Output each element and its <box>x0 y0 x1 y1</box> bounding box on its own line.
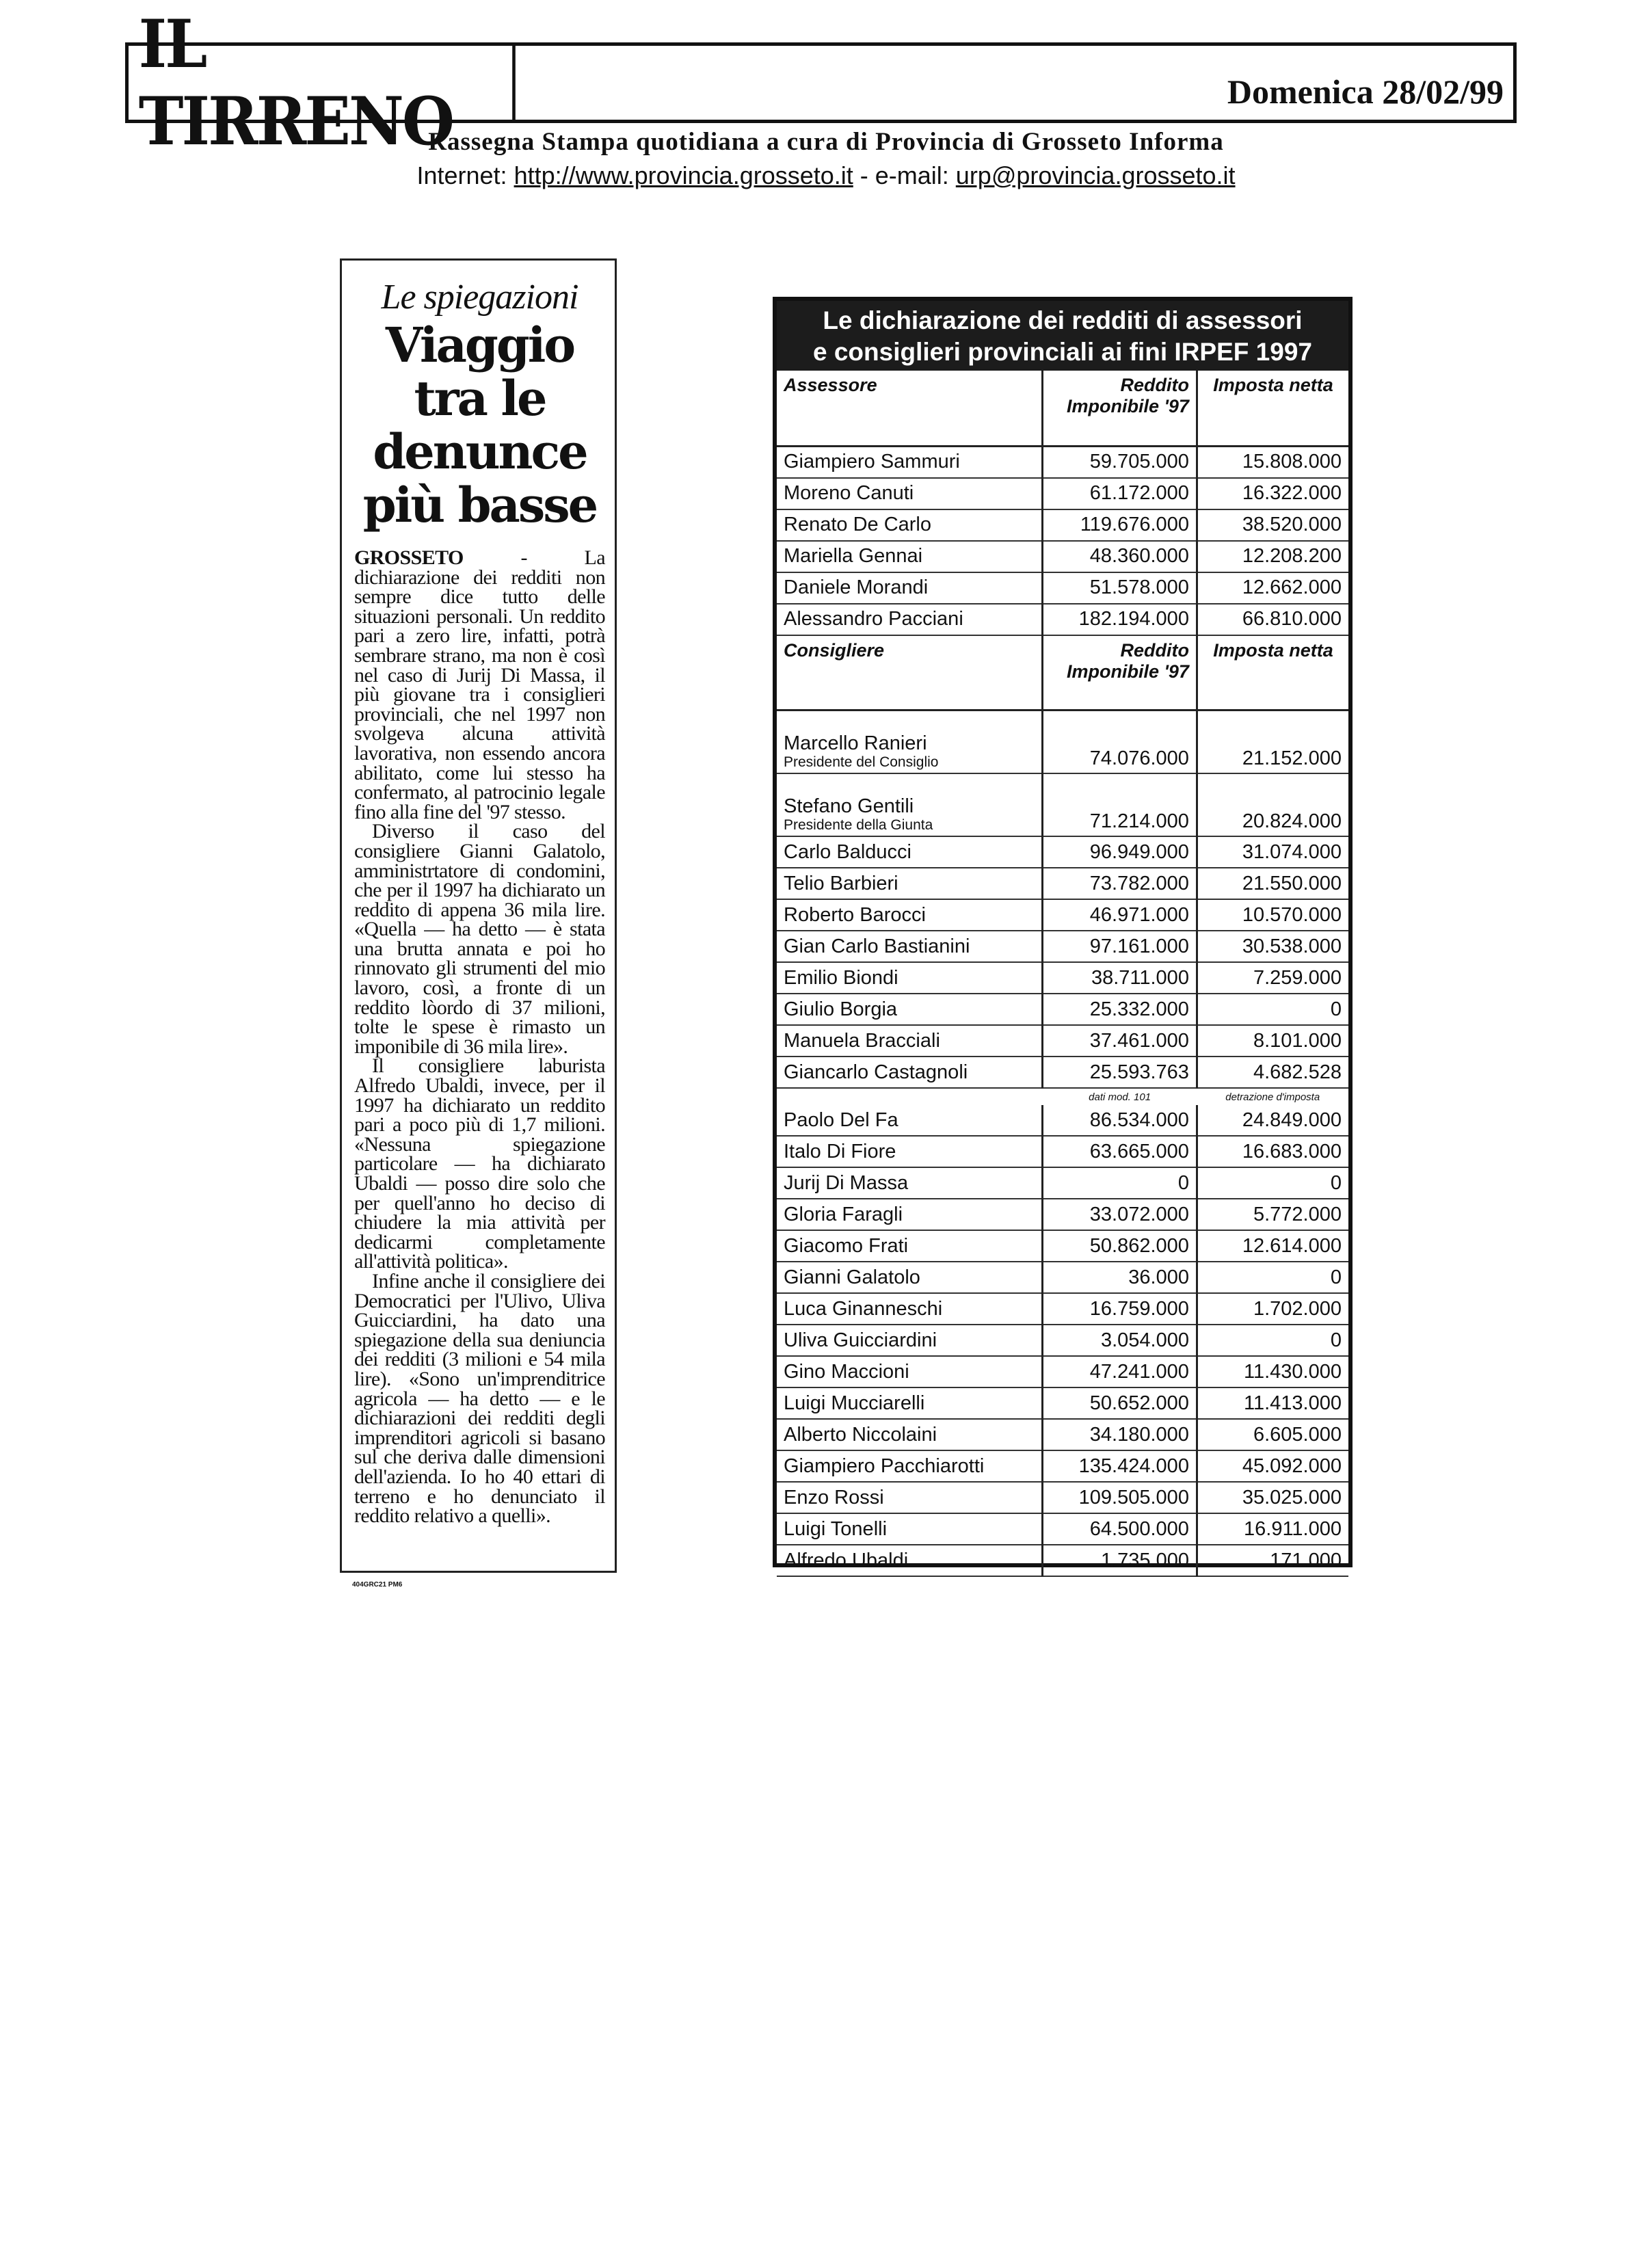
name-cell: Uliva Guicciardini <box>777 1325 1043 1356</box>
column-header: Imposta netta <box>1197 371 1348 446</box>
column-header: Consigliere <box>777 635 1043 710</box>
tax-cell: 0 <box>1197 1325 1348 1356</box>
email-label: - e-mail: <box>853 161 956 189</box>
income-cell: 64.500.000 <box>1043 1513 1197 1545</box>
income-cell: 97.161.000 <box>1043 931 1197 962</box>
dateline: GROSSETO <box>354 546 464 569</box>
tax-cell: 4.682.528 <box>1197 1057 1348 1088</box>
income-note: dati mod. 101 <box>1089 1091 1151 1103</box>
tax-cell: 12.662.000 <box>1197 572 1348 604</box>
name-cell: Gino Maccioni <box>777 1356 1043 1387</box>
tax-cell: 12.208.200 <box>1197 541 1348 572</box>
name-cell: Giampiero Sammuri <box>777 446 1043 478</box>
income-cell: 47.241.000 <box>1043 1356 1197 1387</box>
name-cell: Manuela Bracciali <box>777 1025 1043 1057</box>
income-cell: 36.000 <box>1043 1262 1197 1293</box>
tax-cell: 15.808.000 <box>1197 446 1348 478</box>
headline-line: tra le denunce <box>373 370 587 480</box>
name-cell: Emilio Biondi <box>777 962 1043 994</box>
internet-label: Internet: <box>416 161 514 189</box>
name-cell: Moreno Canuti <box>777 478 1043 509</box>
tax-cell: 31.074.000 <box>1197 836 1348 868</box>
tax-cell: 5.772.000 <box>1197 1199 1348 1230</box>
income-cell: 34.180.000 <box>1043 1419 1197 1450</box>
table-row <box>777 1293 1348 1325</box>
table-row <box>777 899 1348 931</box>
tax-note: detrazione d'imposta <box>1225 1091 1320 1103</box>
table-row <box>777 1025 1348 1057</box>
name-cell: Carlo Balducci <box>777 836 1043 868</box>
income-cell: 3.054.000 <box>1043 1325 1197 1356</box>
tax-cell: 21.550.000 <box>1197 868 1348 899</box>
income-cell: 1.735.000 <box>1043 1545 1197 1576</box>
tax-cell: 10.570.000 <box>1197 899 1348 931</box>
table-row <box>777 1482 1348 1513</box>
income-cell: 71.214.000 <box>1043 773 1197 836</box>
councillor-name: Marcello Ranieri <box>784 732 927 754</box>
article-body <box>354 548 605 1526</box>
name-cell: Giacomo Frati <box>777 1230 1043 1262</box>
table-row <box>777 541 1348 572</box>
table-row <box>777 1057 1348 1088</box>
note-row <box>777 1088 1348 1105</box>
income-cell: 48.360.000 <box>1043 541 1197 572</box>
tax-cell: 0 <box>1197 994 1348 1025</box>
article-paragraph <box>354 548 605 822</box>
tax-cell: 11.413.000 <box>1197 1387 1348 1419</box>
income-cell: 86.534.000 <box>1043 1105 1197 1136</box>
website-link[interactable]: http://www.provincia.grosseto.it <box>514 161 853 189</box>
tax-cell: 16.322.000 <box>1197 478 1348 509</box>
assessori-rows <box>777 446 1348 635</box>
table-row <box>777 1450 1348 1482</box>
income-cell: 135.424.000 <box>1043 1450 1197 1482</box>
table-row <box>777 1105 1348 1136</box>
table-row <box>777 1167 1348 1199</box>
table-row <box>777 710 1348 774</box>
income-cell: 25.332.000 <box>1043 994 1197 1025</box>
table-heading <box>777 301 1348 371</box>
name-cell: Daniele Morandi <box>777 572 1043 604</box>
paragraph-text: - La dichiarazione dei redditi non sempre dice tutto delle situazioni personali. Un reddito pari a zero lire, infatti, potrà sembrare strano, ma non è così nel caso di Jurij Di Massa, il più giovane tra i consiglieri provinciali, che nel 1997 non svolgeva alcuna attività lavorativa, non essendo ancora abilitato, come lui stesso ha confermato, al patrocinio legale fino alla fine del '97 stesso. <box>354 546 605 823</box>
income-cell: 96.949.000 <box>1043 836 1197 868</box>
press-review-contacts <box>0 161 1652 190</box>
income-cell: 51.578.000 <box>1043 572 1197 604</box>
table-row <box>777 1387 1348 1419</box>
tax-cell: 6.605.000 <box>1197 1419 1348 1450</box>
table-row <box>777 962 1348 994</box>
name-cell: Renato De Carlo <box>777 509 1043 541</box>
table-row <box>777 1136 1348 1167</box>
headline-line: Viaggio <box>385 317 574 373</box>
email-link[interactable]: urp@provincia.grosseto.it <box>955 161 1236 189</box>
tax-cell: 1.702.000 <box>1197 1293 1348 1325</box>
name-cell: Alberto Niccolaini <box>777 1419 1043 1450</box>
article-column <box>340 258 617 1573</box>
income-cell: 33.072.000 <box>1043 1199 1197 1230</box>
table-row <box>777 478 1348 509</box>
newspaper-name: IL TIRRENO <box>129 46 516 120</box>
income-cell: 74.076.000 <box>1043 710 1197 774</box>
councillor-name: Stefano Gentili <box>784 795 914 817</box>
name-cell: Giancarlo Castagnoli <box>777 1057 1043 1088</box>
name-cell: Jurij Di Massa <box>777 1167 1043 1199</box>
table-row <box>777 604 1348 635</box>
article-paragraph: Diverso il caso del consigliere Gianni Galatolo, amministrtatore di condomini, che per il 1997 ha dichiarato un reddito di appena 36 mila lire. «Quella — ha detto — è stata una brutta annata e poi ho rinnovato gli strumenti del mio lavoro, così, a fronte di un reddito lòordo di 37 milioni, tolte le spese è rimasto un imponibile di 36 mila lire». <box>354 820 605 1058</box>
name-cell: Luca Ginanneschi <box>777 1293 1043 1325</box>
press-review-title: Rassegna Stampa quotidiana a cura di Provincia di Grosseto Informa <box>428 128 1224 156</box>
article-paragraph: Il consigliere laburista Alfredo Ubaldi, invece, per il 1997 ha dichiarato un reddito pari a poco più di 1,7 milioni. «Nessuna spiegazione particolare — ha dichiarato Ubaldi — posso dire solo che per quell'anno ho deciso di chiudere la mia attività per dedicarmi completamente all'attività politica». <box>354 1054 605 1273</box>
tax-cell: 35.025.000 <box>1197 1482 1348 1513</box>
name-cell: Italo Di Fiore <box>777 1136 1043 1167</box>
income-cell: 73.782.000 <box>1043 868 1197 899</box>
income-cell: 61.172.000 <box>1043 478 1197 509</box>
tax-cell: 12.614.000 <box>1197 1230 1348 1262</box>
table-title-line: e consiglieri provinciali ai fini IRPEF 1997 <box>813 338 1312 366</box>
column-header: Imposta netta <box>1197 635 1348 710</box>
tax-cell: 21.152.000 <box>1197 710 1348 774</box>
name-cell: Luigi Mucciarelli <box>777 1387 1043 1419</box>
tax-cell: 0 <box>1197 1262 1348 1293</box>
tax-cell: 8.101.000 <box>1197 1025 1348 1057</box>
table-row <box>777 1419 1348 1450</box>
table-row <box>777 868 1348 899</box>
tax-cell: 45.092.000 <box>1197 1450 1348 1482</box>
name-cell: Mariella Gennai <box>777 541 1043 572</box>
name-cell: Enzo Rossi <box>777 1482 1043 1513</box>
table-row <box>777 1513 1348 1545</box>
income-cell: 16.759.000 <box>1043 1293 1197 1325</box>
income-table <box>777 371 1348 1577</box>
table-title-line: Le dichiarazione dei redditi di assessori <box>823 306 1303 334</box>
name-cell: Gian Carlo Bastianini <box>777 931 1043 962</box>
tax-cell: 7.259.000 <box>1197 962 1348 994</box>
note-empty <box>777 1088 1043 1105</box>
name-cell: Paolo Del Fa <box>777 1105 1043 1136</box>
tax-cell: 11.430.000 <box>1197 1356 1348 1387</box>
councillor-role: Presidente della Giunta <box>784 817 933 833</box>
name-cell: Alfredo Ubaldi <box>777 1545 1043 1576</box>
tax-cell: 30.538.000 <box>1197 931 1348 962</box>
table-row <box>777 572 1348 604</box>
name-cell: Telio Barbieri <box>777 868 1043 899</box>
income-cell: 38.711.000 <box>1043 962 1197 994</box>
name-cell: Giulio Borgia <box>777 994 1043 1025</box>
table-row <box>777 994 1348 1025</box>
tax-cell: 66.810.000 <box>1197 604 1348 635</box>
table-row <box>777 1325 1348 1356</box>
income-cell: 25.593.763 <box>1043 1057 1197 1088</box>
tax-cell: 0 <box>1197 1167 1348 1199</box>
table-row <box>777 836 1348 868</box>
name-cell: Giampiero Pacchiarotti <box>777 1450 1043 1482</box>
name-cell: Roberto Barocci <box>777 899 1043 931</box>
article-paragraph: Infine anche il consigliere dei Democratici per l'Ulivo, Uliva Guicciardini, ha dato una spiegazione della sua deniuncia dei redditi (3 milioni e 54 mila lire). «Sono un'imprenditrice agricola — ha detto — e le dichiarazioni dei redditi degli imprenditori agricoli si basano sul che deriva dalle dimensioni dell'azienda. Io ho 40 ettari di terreno e ho denunciato il reddito relativo a quelli». <box>354 1269 605 1528</box>
tax-cell: 24.849.000 <box>1197 1105 1348 1136</box>
table-row <box>777 509 1348 541</box>
name-cell: Alessandro Pacciani <box>777 604 1043 635</box>
table-row <box>777 1545 1348 1576</box>
income-cell: 182.194.000 <box>1043 604 1197 635</box>
tax-cell: 171.000 <box>1197 1545 1348 1576</box>
table-row <box>777 446 1348 478</box>
income-cell: 119.676.000 <box>1043 509 1197 541</box>
income-cell: 50.652.000 <box>1043 1387 1197 1419</box>
name-cell: Gloria Faragli <box>777 1199 1043 1230</box>
income-cell: 50.862.000 <box>1043 1230 1197 1262</box>
councillor-role: Presidente del Consiglio <box>784 754 939 770</box>
tax-cell: 20.824.000 <box>1197 773 1348 836</box>
tax-cell: 16.683.000 <box>1197 1136 1348 1167</box>
article-kicker: Le spiegazioni <box>381 278 578 317</box>
tax-cell: 38.520.000 <box>1197 509 1348 541</box>
article-headline <box>354 319 605 532</box>
table-row <box>777 773 1348 836</box>
tax-cell: 16.911.000 <box>1197 1513 1348 1545</box>
income-cell: 46.971.000 <box>1043 899 1197 931</box>
income-table-box <box>773 297 1353 1571</box>
name-cell: Luigi Tonelli <box>777 1513 1043 1545</box>
income-cell: 37.461.000 <box>1043 1025 1197 1057</box>
table-row <box>777 1199 1348 1230</box>
issue-date: Domenica 28/02/99 <box>1227 72 1504 111</box>
headline-line: più basse <box>362 477 597 533</box>
table-row <box>777 931 1348 962</box>
name-cell <box>777 773 1043 836</box>
column-header: Assessore <box>777 371 1043 446</box>
income-cell: 109.505.000 <box>1043 1482 1197 1513</box>
income-cell: 63.665.000 <box>1043 1136 1197 1167</box>
assessori-header-row <box>777 371 1348 446</box>
table-row <box>777 1356 1348 1387</box>
article-code: 404GRC21 PM6 <box>352 1581 403 1589</box>
consiglieri-header-row <box>777 635 1348 710</box>
name-cell: Gianni Galatolo <box>777 1262 1043 1293</box>
table-row <box>777 1230 1348 1262</box>
column-header: Reddito Imponibile '97 <box>1043 371 1197 446</box>
table-row <box>777 1262 1348 1293</box>
consiglieri-rows <box>777 635 1348 1577</box>
name-cell <box>777 710 1043 774</box>
column-header: Reddito Imponibile '97 <box>1043 635 1197 710</box>
income-cell: 0 <box>1043 1167 1197 1199</box>
income-cell: 59.705.000 <box>1043 446 1197 478</box>
